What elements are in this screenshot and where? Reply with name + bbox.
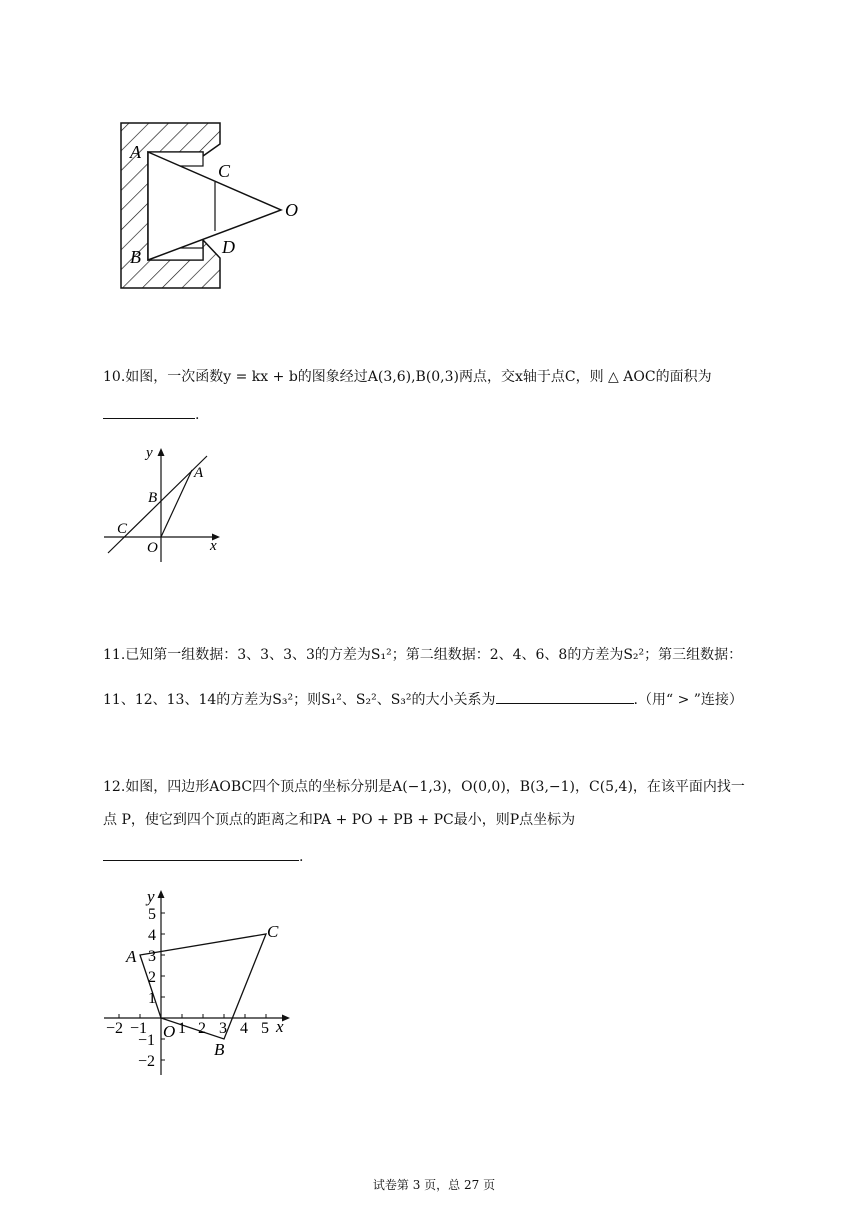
point-a: A xyxy=(194,465,204,481)
y-tick-label: 3 xyxy=(148,948,156,965)
q12-graph xyxy=(100,880,300,1080)
y-tick-label: 2 xyxy=(148,969,156,986)
point-b: B xyxy=(148,490,158,506)
answer-blank[interactable] xyxy=(103,846,299,861)
y-tick-label: 5 xyxy=(148,906,156,923)
x-tick-label: 4 xyxy=(240,1020,248,1037)
y-axis-arrow xyxy=(158,448,165,456)
x-tick-label: −1 xyxy=(130,1020,148,1037)
axis-label-x: x xyxy=(210,538,217,554)
point-c: C xyxy=(117,521,128,537)
question-12-text-2: 点 P，使它到四个顶点的距离之和PA + PO + PB + PC最小，则P点坐标为 xyxy=(103,812,576,828)
axis-label-y: y xyxy=(146,445,153,461)
y-axis-arrow xyxy=(158,890,165,898)
x-tick-label: −2 xyxy=(106,1020,124,1037)
y-tick-label: 1 xyxy=(148,990,156,1007)
question-12-answer-line: . xyxy=(103,846,303,867)
wedge-slot-figure xyxy=(100,112,320,297)
x-tick-label: 2 xyxy=(198,1020,206,1037)
x-tick-label: 3 xyxy=(219,1020,227,1037)
answer-blank[interactable] xyxy=(103,404,195,419)
y-tick-label: −2 xyxy=(138,1053,156,1070)
question-12-text-1: 12.如图，四边形AOBC四个顶点的坐标分别是A(−1,3)，O(0,0)，B(3,−1)，C(5,4)，在该平面内找一 xyxy=(103,779,745,795)
segment-oa xyxy=(161,470,192,537)
question-10-answer-line: . xyxy=(103,404,199,425)
label-o: O xyxy=(285,200,298,220)
point-c: C xyxy=(267,922,279,941)
page-footer: 试卷第 3 页，总 27 页 xyxy=(372,1178,496,1192)
answer-blank[interactable] xyxy=(496,689,634,704)
x-tick-label: 5 xyxy=(261,1020,269,1037)
y-tick-label: −1 xyxy=(138,1032,156,1049)
axis-label-y: y xyxy=(147,887,155,906)
q10-graph xyxy=(100,438,230,568)
point-o: O xyxy=(163,1022,176,1041)
label-b: B xyxy=(130,247,141,267)
point-a: A xyxy=(126,947,137,966)
question-10-text: 10.如图，一次函数y = kx + b的图象经过A(3,6),B(0,3)两点，交x轴于点C，则 △ AOC的面积为 xyxy=(103,369,712,385)
y-tick-label: 4 xyxy=(148,927,156,944)
label-a: A xyxy=(130,142,141,162)
question-11-text-1: 11.已知第一组数据：3、3、3、3的方差为S₁²；第二组数据：2、4、6、8的方差为S₂²；第三组数据： xyxy=(103,647,743,663)
axis-label-x: x xyxy=(276,1017,284,1036)
question-11-text-2: 11、12、13、14的方差为S₃²；则S₁²、S₂²、S₃²的大小关系为 .（用“ > ”连接） xyxy=(103,689,743,710)
point-o: O xyxy=(147,540,158,556)
label-c: C xyxy=(218,161,231,181)
label-d: D xyxy=(222,237,235,257)
x-tick-label: 1 xyxy=(178,1020,186,1037)
point-b: B xyxy=(214,1040,225,1059)
